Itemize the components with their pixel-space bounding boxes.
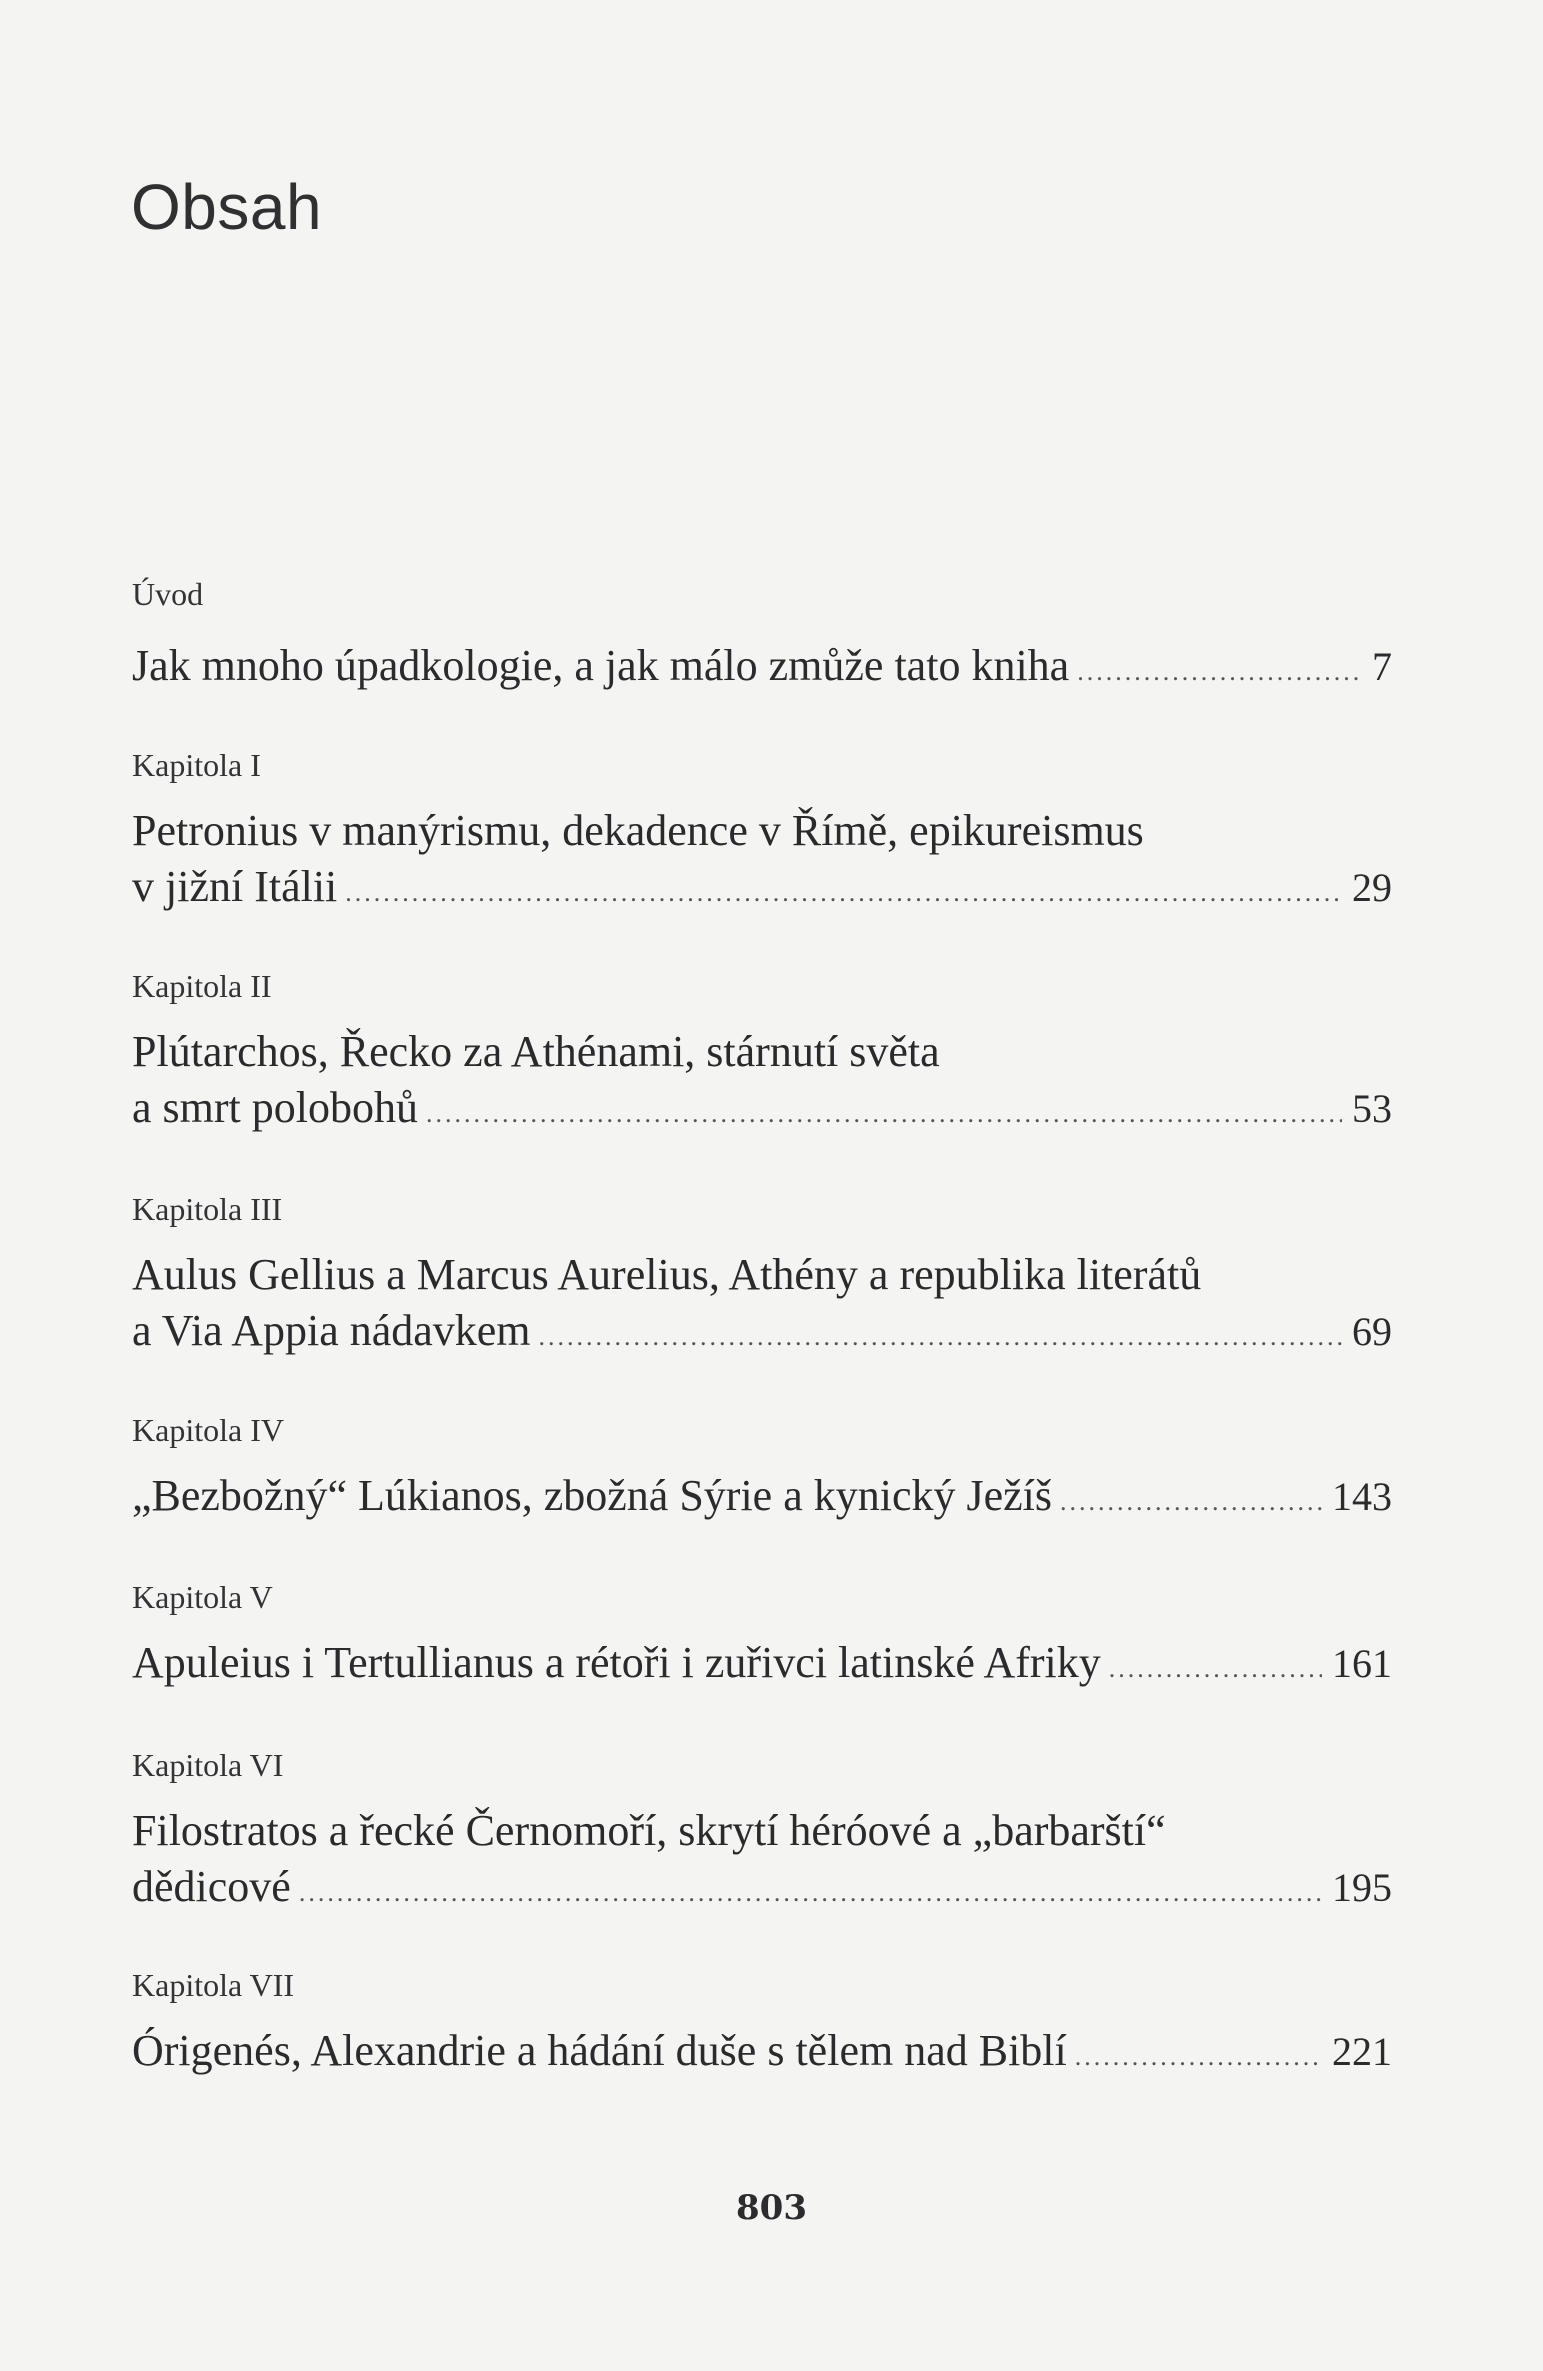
toc-row[interactable] — [132, 859, 1392, 921]
chapter-label: Kapitola IV — [132, 1412, 284, 1448]
chapter-title: a Via Appia nádavkem — [132, 1306, 531, 1355]
chapter-title: Apuleius i Tertullianus a rétoři i zuřivci latinské Afriky — [132, 1638, 1101, 1687]
chapter-label: Kapitola VI — [132, 1747, 284, 1783]
chapter-title: Jak mnoho úpadkologie, a jak málo zmůže tato kniha — [132, 641, 1070, 690]
toc-entry-kapitola-2 — [132, 966, 1392, 1142]
chapter-title: v jižní Itálii — [132, 862, 338, 911]
chapter-title-line: Plútarchos, Řecko za Athénami, stárnutí světa — [132, 1027, 940, 1076]
toc-row[interactable] — [132, 2023, 1392, 2085]
toc-entry-kapitola-7 — [132, 1965, 1392, 2085]
toc-row[interactable] — [132, 1468, 1392, 1530]
dot-leader — [1075, 2029, 1322, 2085]
chapter-title-line: Filostratos a řecké Černomoří, skrytí héróové a „barbarští“ — [132, 1806, 1166, 1855]
page-reference: 29 — [1352, 865, 1392, 910]
chapter-label: Kapitola I — [132, 747, 261, 783]
toc-entry-kapitola-3 — [132, 1189, 1392, 1365]
page-title: Obsah — [131, 171, 323, 243]
toc-row[interactable] — [132, 1303, 1392, 1365]
page-reference: 7 — [1372, 644, 1392, 689]
page-reference: 53 — [1352, 1086, 1392, 1131]
chapter-title: Órigenés, Alexandrie a hádání duše s tělem nad Biblí — [132, 2026, 1067, 2075]
dot-leader — [539, 1309, 1342, 1365]
page-reference: 161 — [1332, 1641, 1392, 1686]
toc-entry-kapitola-1 — [132, 745, 1392, 921]
toc-entry-kapitola-4 — [132, 1410, 1392, 1530]
dot-leader — [345, 865, 1342, 921]
page-reference: 69 — [1352, 1309, 1392, 1354]
toc-entry-kapitola-6 — [132, 1745, 1392, 1921]
chapter-label: Kapitola III — [132, 1191, 283, 1227]
toc-entry-uvod — [132, 574, 1392, 700]
chapter-title: dědicové — [132, 1862, 291, 1911]
chapter-title: „Bezbožný“ Lúkianos, zbožná Sýrie a kynický Ježíš — [132, 1471, 1053, 1520]
page-reference: 221 — [1332, 2029, 1392, 2074]
dot-leader — [1060, 1474, 1322, 1530]
chapter-label: Úvod — [132, 576, 204, 612]
toc-row[interactable] — [132, 1080, 1392, 1142]
chapter-label: Kapitola VII — [132, 1967, 295, 2003]
chapter-label: Kapitola II — [132, 968, 272, 1004]
page-reference: 195 — [1332, 1865, 1392, 1910]
chapter-label: Kapitola V — [132, 1579, 273, 1615]
chapter-title-line: Petronius v manýrismu, dekadence v Římě, epikureismus — [132, 806, 1144, 855]
dot-leader — [426, 1086, 1342, 1142]
chapter-title-line: Aulus Gellius a Marcus Aurelius, Athény a republika literátů — [132, 1250, 1202, 1299]
page-reference: 143 — [1332, 1474, 1392, 1519]
dot-leader — [299, 1865, 1322, 1921]
toc-row[interactable] — [132, 1635, 1392, 1697]
folio-page-number: 803 — [736, 2188, 807, 2228]
dot-leader — [1109, 1641, 1322, 1697]
toc-entry-kapitola-5 — [132, 1577, 1392, 1697]
chapter-title: a smrt polobohů — [132, 1083, 418, 1132]
toc-row[interactable] — [132, 1859, 1392, 1921]
toc-row[interactable] — [132, 638, 1392, 700]
dot-leader — [1077, 644, 1362, 700]
